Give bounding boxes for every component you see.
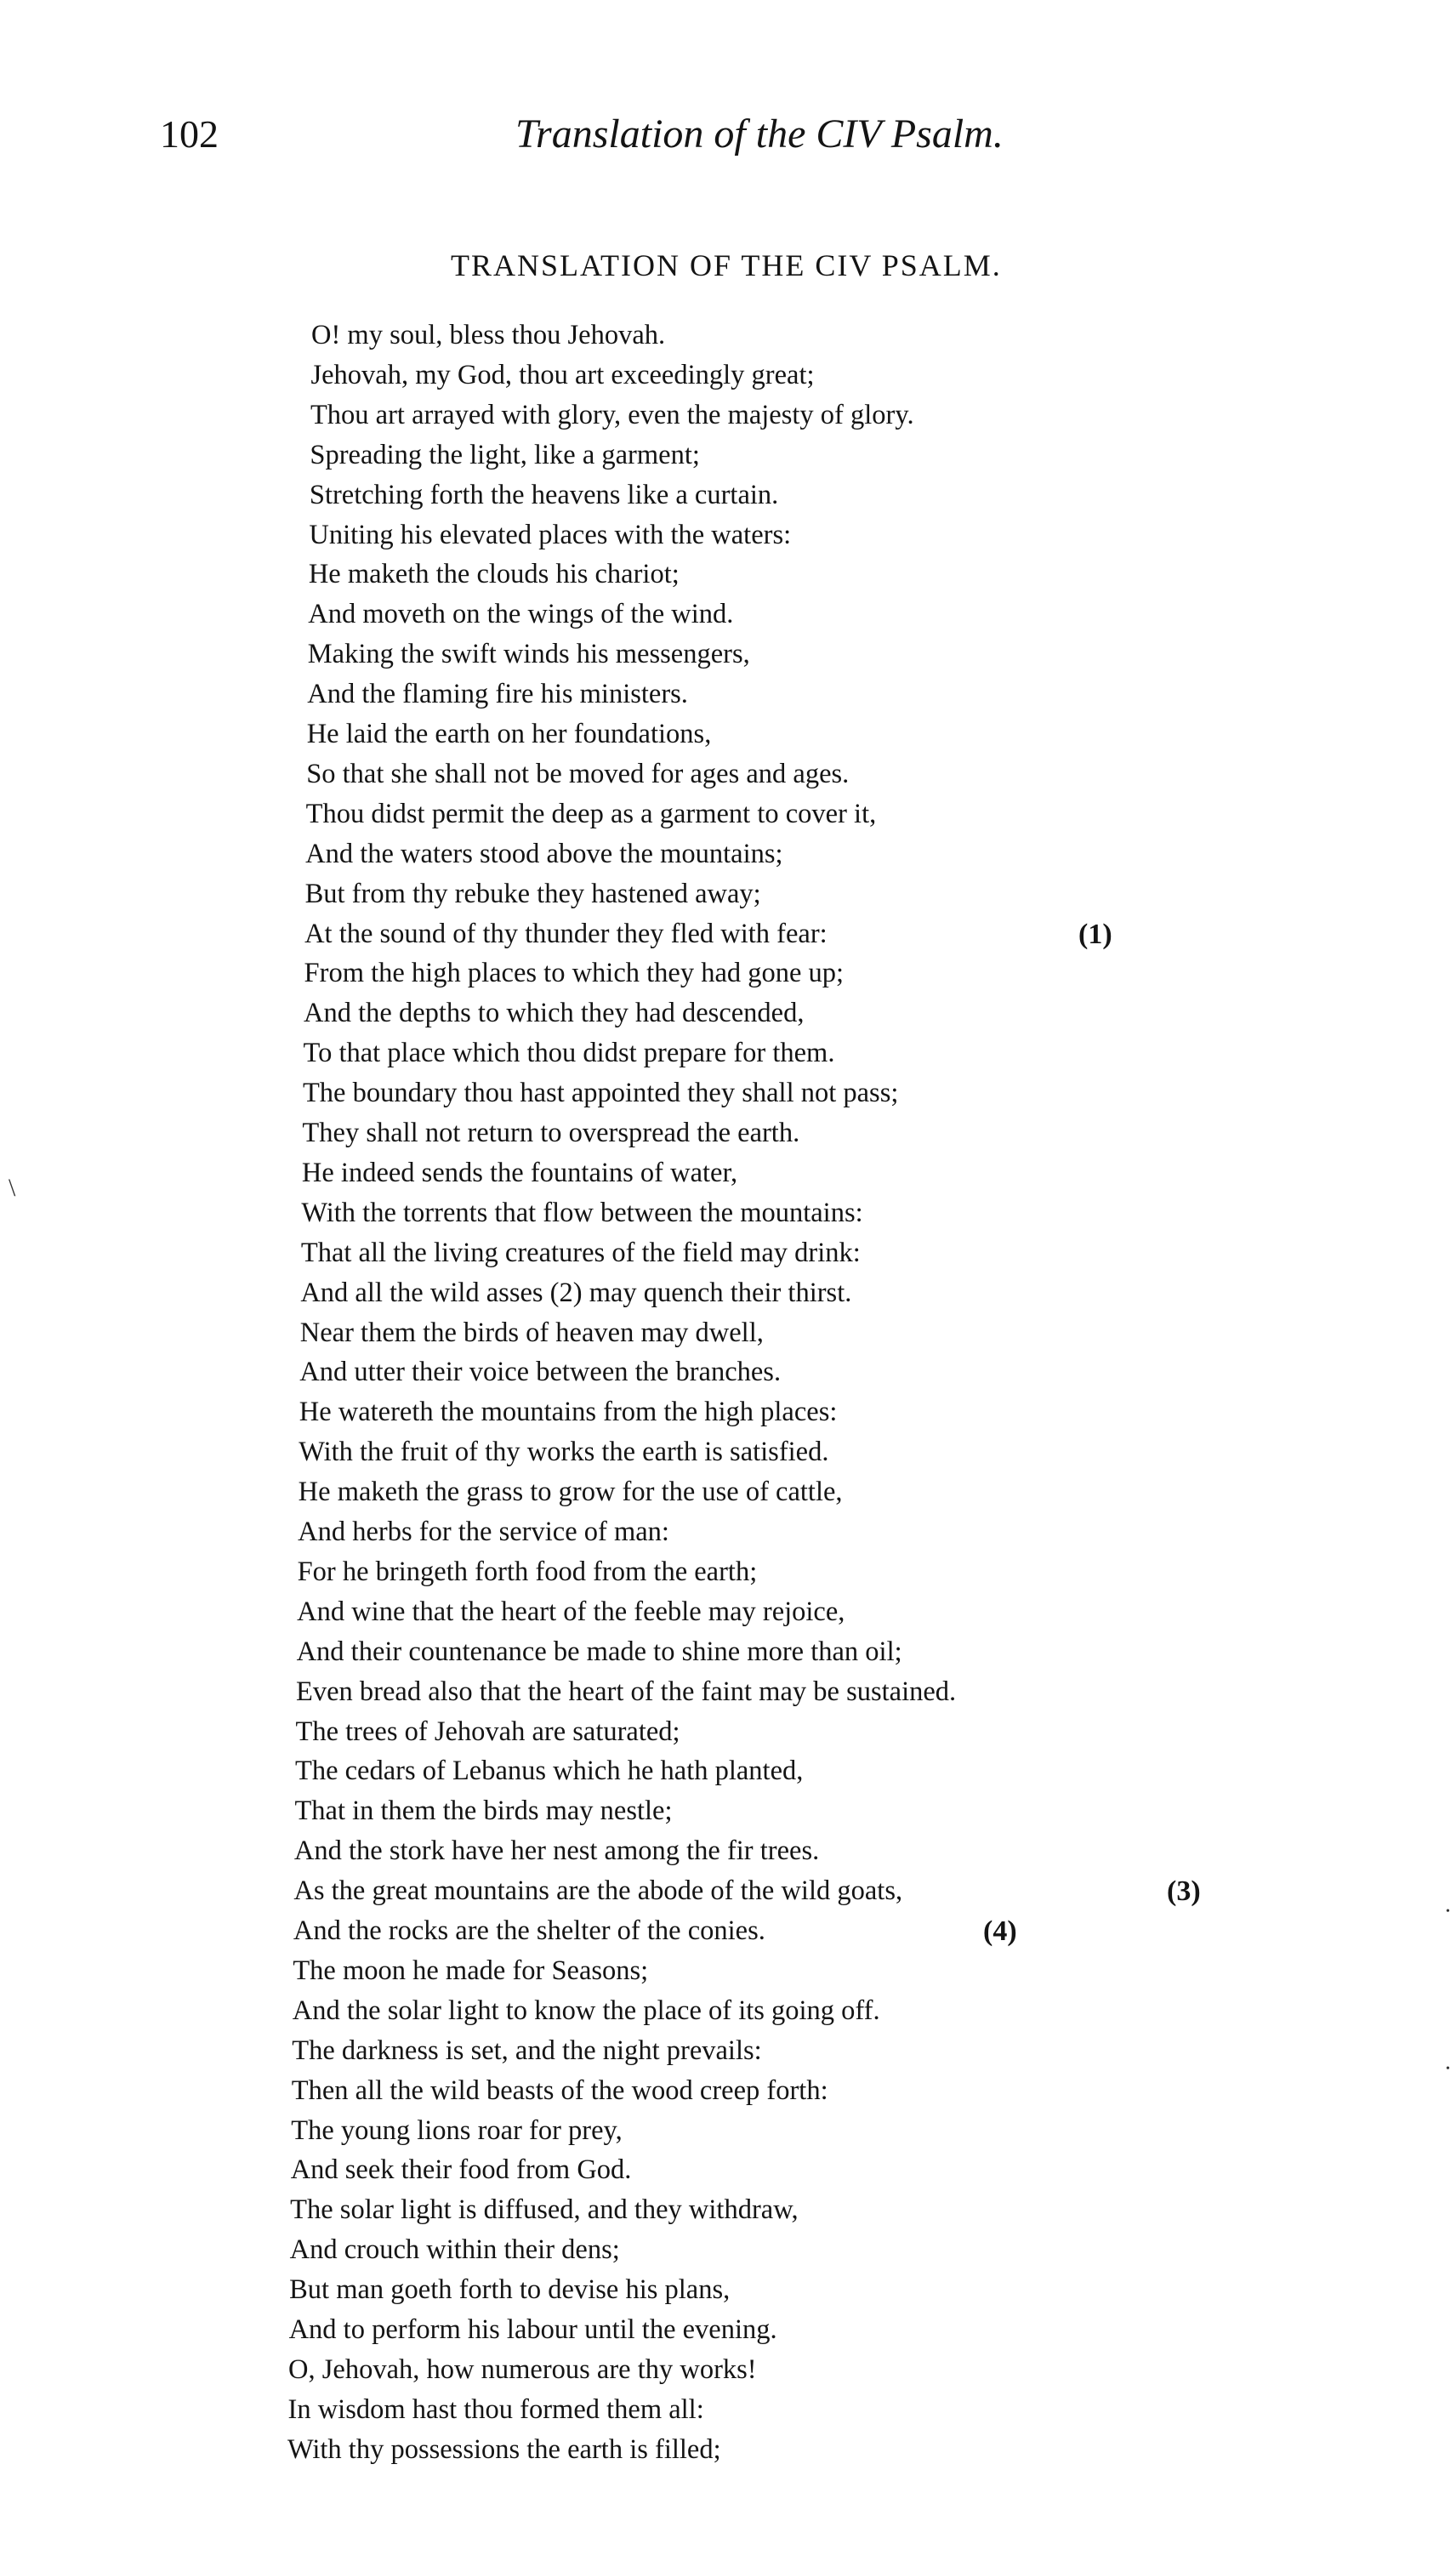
verse-line: So that she shall not be moved for ages and ages. [306,758,850,789]
verse-line: To that place which thou didst prepare for them. [303,1038,835,1069]
verse-line: From the high places to which they had gone up; [304,958,845,989]
verse-line: Thou art arrayed with glory, even the majesty of glory. [310,399,914,430]
verse-line: O, Jehovah, how numerous are thy works! [288,2353,757,2385]
verse-line: In wisdom hast thou formed them all: [287,2393,704,2425]
verse-line: But man goeth forth to devise his plans, [289,2274,731,2306]
verse-line: They shall not return to overspread the earth. [302,1118,800,1148]
verse-line: That all the living creatures of the field may drink: [300,1237,861,1268]
footnote-marker: (3) [1167,1875,1201,1908]
verse-line: Even bread also that the heart of the faint may be sustained. [296,1676,957,1707]
verse-line: With the torrents that flow between the mountains: [301,1197,863,1228]
verse-line: And the flaming fire his ministers. [307,679,688,710]
verse-line: He laid the earth on her foundations, [306,719,712,749]
verse-line: At the sound of thy thunder they fled with fear: [304,918,828,949]
footnote-marker: (4) [983,1915,1017,1947]
verse-line: As the great mountains are the abode of the wild goats, [293,1875,903,1907]
verse-line: And the waters stood above the mountains; [305,838,783,869]
verse-line: And crouch within their dens; [289,2234,620,2266]
verse-line: And wine that the heart of the feeble may rejoice, [297,1596,845,1627]
verse-line: Making the swift winds his messengers, [307,639,750,670]
verse-line: Near them the birds of heaven may dwell, [299,1317,764,1348]
verse-line: The trees of Jehovah are saturated; [295,1716,680,1747]
running-head [160,109,1138,160]
verse-line: That in them the birds may nestle; [294,1796,673,1827]
verse-line: Stretching forth the heavens like a curtain. [309,479,779,510]
page-number: 102 [160,112,219,156]
verse-line: And the depths to which they had descended, [304,998,805,1029]
running-title: Translation of the CIV Psalm. [515,111,1004,157]
verse-line: The solar light is diffused, and they withdraw, [290,2194,799,2226]
verse-line: And the solar light to know the place of its going off. [292,1995,880,2026]
verse-line: O! my soul, bless thou Jehovah. [311,320,666,350]
verse-line: Spreading the light, like a garment; [310,439,700,470]
margin-mark: • [1446,2063,1450,2075]
section-heading: TRANSLATION OF THE CIV PSALM. [451,248,1002,282]
margin-mark: • [1446,1905,1450,1918]
verse-line: For he bringeth forth food from the earth; [297,1556,758,1587]
verse-line: The young lions roar for prey, [291,2114,623,2146]
verse-line: He maketh the grass to grow for the use of cattle, [298,1477,843,1508]
verse-line: With the fruit of thy works the earth is satisfied. [299,1437,829,1468]
verse-line: But from thy rebuke they hastened away; [304,878,761,909]
verse-line: And the rocks are the shelter of the conies. [293,1915,765,1946]
verse-line: Thou didst permit the deep as a garment to cover it, [305,798,877,829]
verse-line: And their countenance be made to shine more than oil; [296,1636,902,1667]
verse-line: The darkness is set, and the night prevails: [292,2035,762,2066]
verse-line: And moveth on the wings of the wind. [308,599,734,630]
verse-line: And the stork have her nest among the fir trees. [293,1835,820,1867]
verse-line: And utter their voice between the branches. [299,1357,782,1388]
verse-line: With thy possessions the earth is filled; [287,2433,721,2465]
verse-line: And to perform his labour until the evening. [288,2314,777,2345]
psalm-text [0,316,1456,2465]
margin-mark: \ [9,1174,16,1202]
verse-line: The moon he made for Seasons; [293,1955,649,1986]
verse-line: And seek their food from God. [290,2154,632,2186]
verse-line: He watereth the mountains from the high places: [299,1397,838,1428]
verse-line: The cedars of Lebanus which he hath planted, [294,1756,804,1787]
verse-line: He maketh the clouds his chariot; [308,559,680,590]
verse-line: He indeed sends the fountains of water, [301,1157,738,1188]
verse-line: And all the wild asses (2) may quench their thirst. [300,1277,852,1308]
verse-line: Then all the wild beasts of the wood creep forth: [291,2074,828,2106]
verse-line: And herbs for the service of man: [298,1517,669,1547]
verse-line: Jehovah, my God, thou art exceedingly great; [310,359,815,390]
footnote-marker: (1) [1078,918,1112,950]
verse-line: Uniting his elevated places with the waters: [309,519,792,550]
verse-line: The boundary thou hast appointed they shall not pass; [302,1078,899,1109]
